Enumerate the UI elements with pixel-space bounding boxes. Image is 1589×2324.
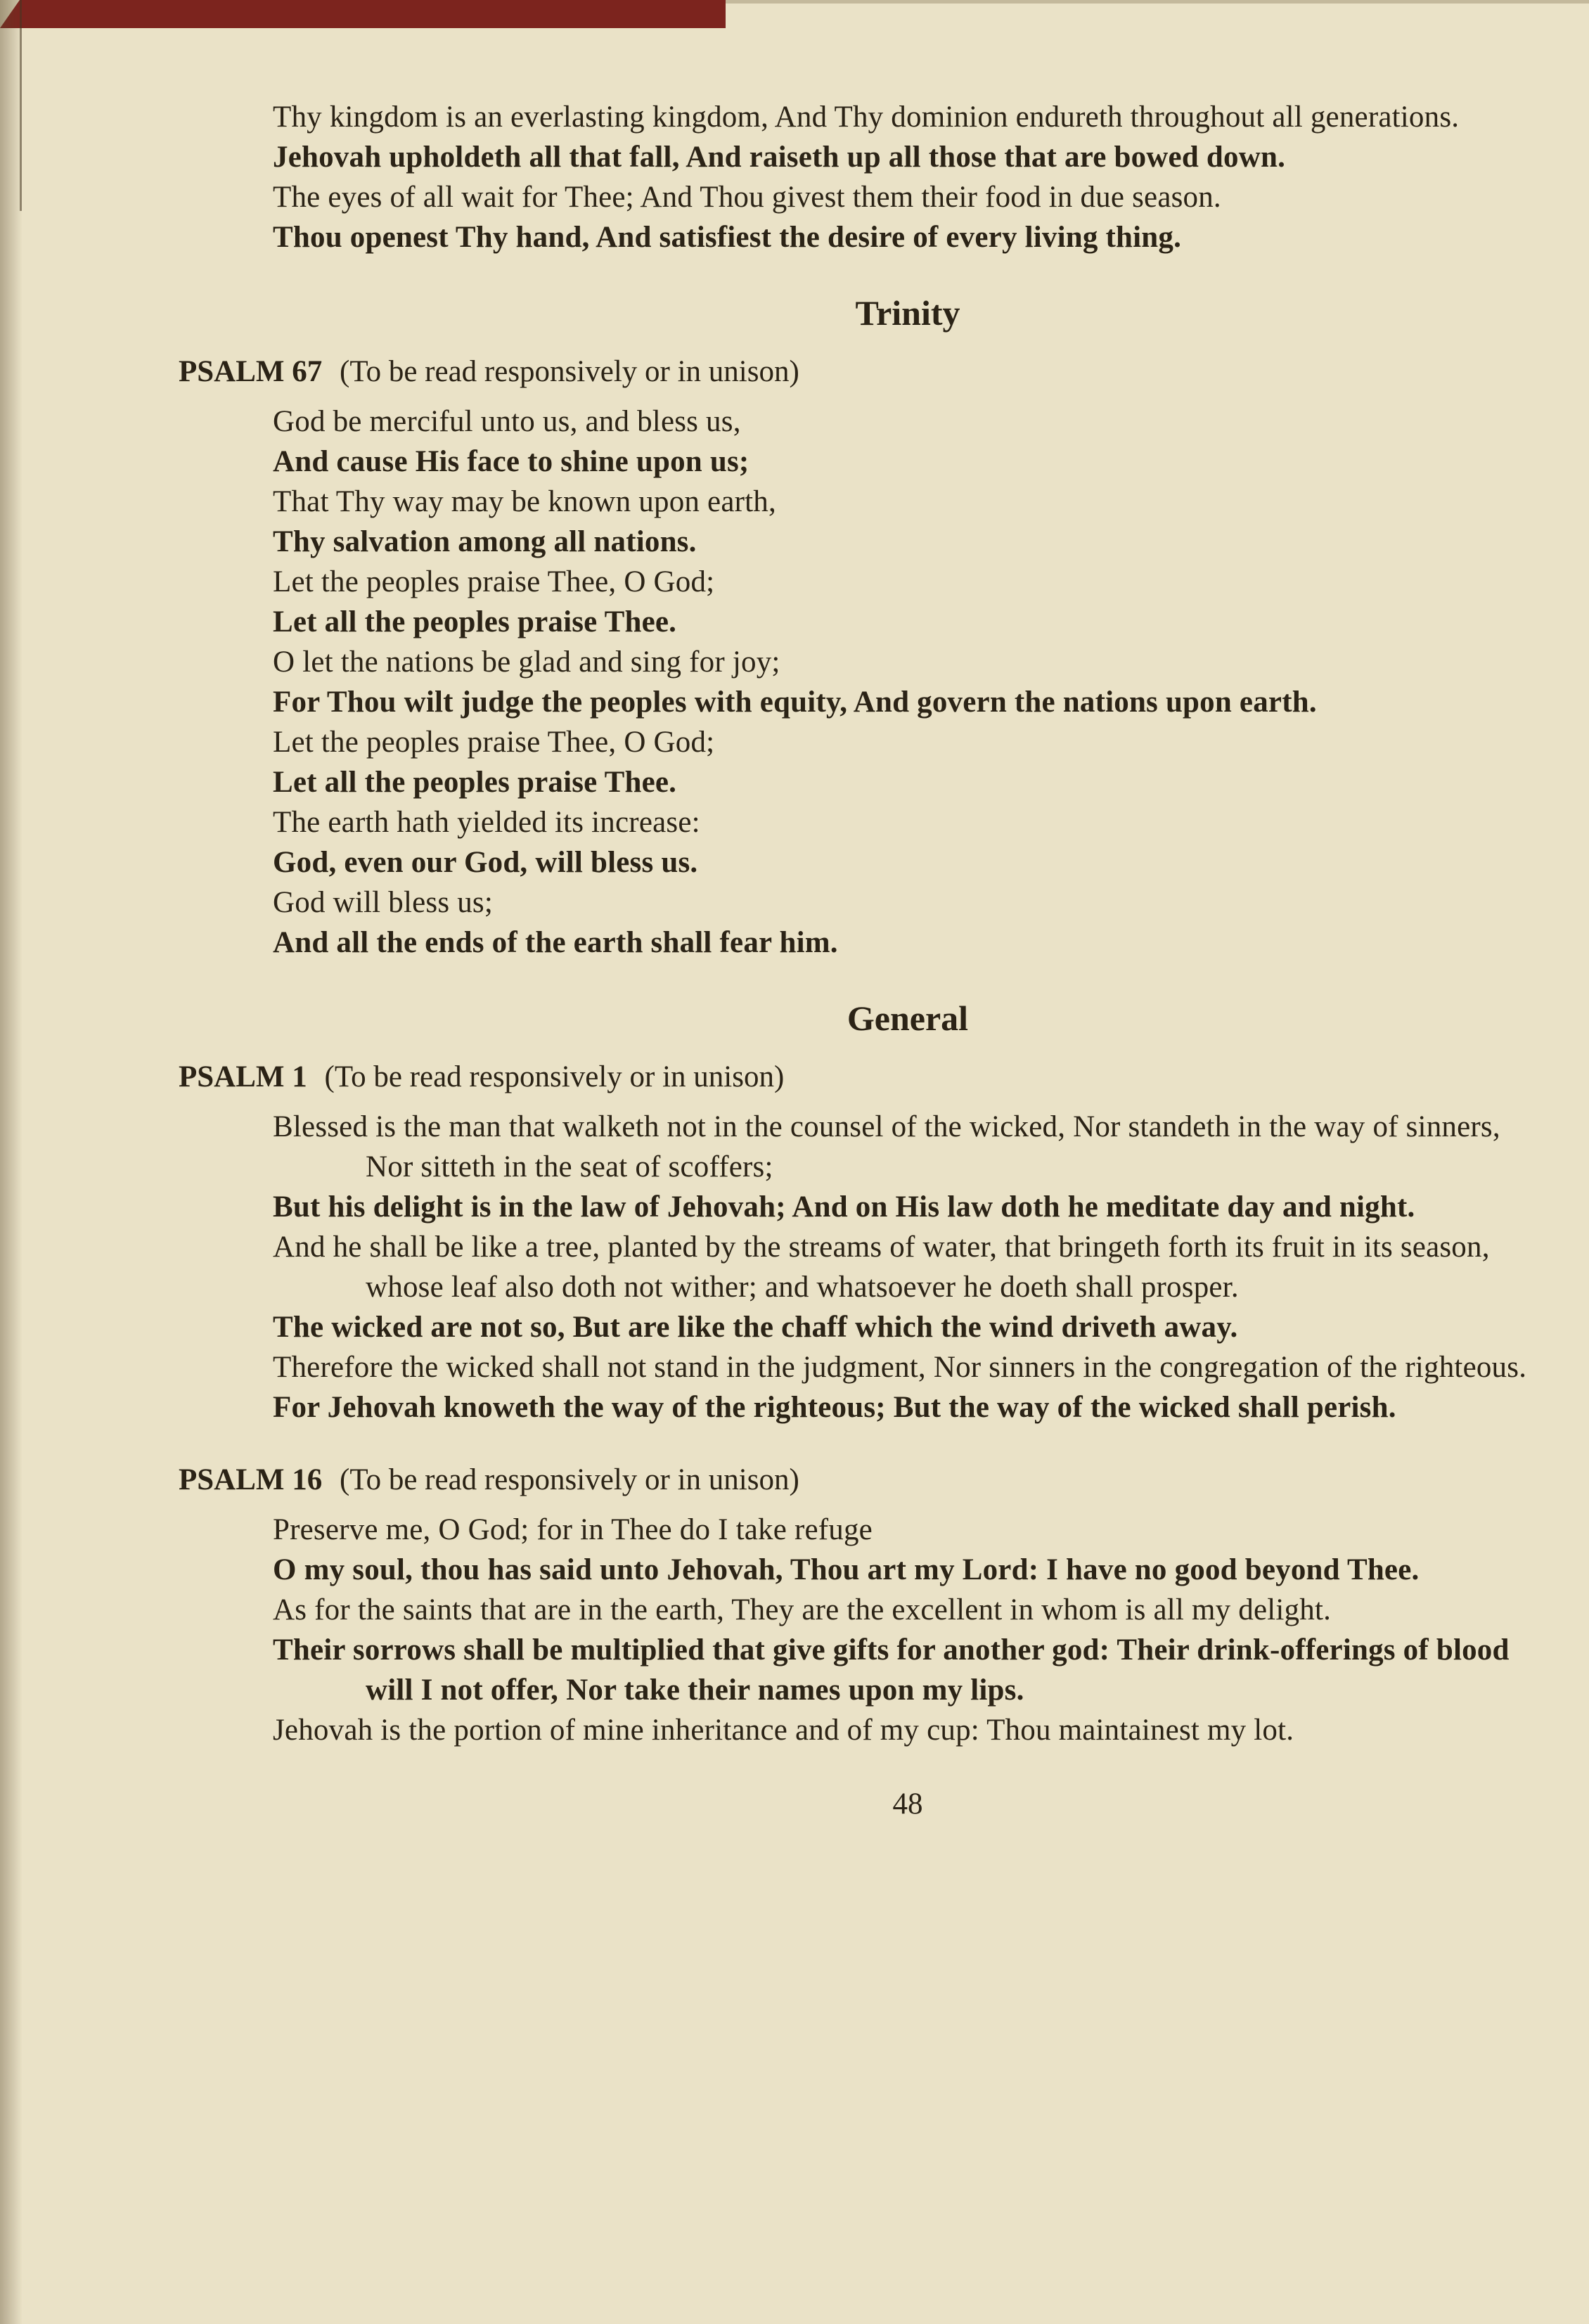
psalm-16-block xyxy=(179,1460,1543,1750)
leader-verse-line: Thy kingdom is an everlasting kingdom, And Thy dominion endureth throughout all generations. xyxy=(273,101,1460,134)
psalm-1-block xyxy=(179,1057,1543,1427)
psalm-67-header xyxy=(179,352,1543,392)
section-heading-trinity: Trinity xyxy=(855,293,960,333)
leader-verse-line: And he shall be like a tree, planted by the streams of water, that bringeth forth its fruit in its season, whose leaf also doth not wither; and whatsoever he doeth shall prosper. xyxy=(273,1231,1490,1304)
psalm-16-header xyxy=(179,1460,1543,1500)
response-verse-line: Let all the peoples praise Thee. xyxy=(273,605,677,638)
psalm-number-label: PSALM 16 xyxy=(179,1463,323,1496)
psalm-1-header xyxy=(179,1057,1543,1097)
response-verse-line: And all the ends of the earth shall fear him. xyxy=(273,926,838,959)
psalm-instruction: (To be read responsively or in unison) xyxy=(340,1463,799,1496)
binding-strip xyxy=(0,0,726,28)
psalm-instruction: (To be read responsively or in unison) xyxy=(324,1060,785,1093)
psalm-67-block xyxy=(179,352,1543,963)
psalm-16-verses xyxy=(273,1510,1543,1750)
leader-verse-line: O let the nations be glad and sing for joy; xyxy=(273,646,780,679)
page-edge-shadow xyxy=(0,0,22,2324)
preceding-psalm-conclusion xyxy=(273,97,1543,257)
psalm-instruction: (To be read responsively or in unison) xyxy=(340,355,799,388)
psalm-1-verses xyxy=(273,1107,1543,1427)
page-number: 48 xyxy=(892,1787,923,1821)
section-heading-general: General xyxy=(847,999,969,1038)
response-verse-line: Jehovah upholdeth all that fall, And raiseth up all those that are bowed down. xyxy=(273,141,1286,174)
response-verse-line: O my soul, thou has said unto Jehovah, Thou art my Lord: I have no good beyond Thee. xyxy=(273,1553,1420,1586)
psalm-number-label: PSALM 1 xyxy=(179,1060,307,1093)
leader-verse-line: Jehovah is the portion of mine inheritance and of my cup: Thou maintainest my lot. xyxy=(273,1714,1294,1747)
leader-verse-line: The earth hath yielded its increase: xyxy=(273,806,700,839)
response-verse-line: Let all the peoples praise Thee. xyxy=(273,766,677,799)
leader-verse-line: Therefore the wicked shall not stand in the judgment, Nor sinners in the congregation of the righteous. xyxy=(273,1351,1527,1384)
response-verse-line: And cause His face to shine upon us; xyxy=(273,445,750,478)
leader-verse-line: Let the peoples praise Thee, O God; xyxy=(273,726,715,759)
leader-verse-line: That Thy way may be known upon earth, xyxy=(273,485,776,518)
leader-verse-line: God will bless us; xyxy=(273,886,493,919)
page-content xyxy=(179,97,1543,1824)
response-verse-line: God, even our God, will bless us. xyxy=(273,846,698,879)
leader-verse-line: As for the saints that are in the earth, They are the excellent in whom is all my delight. xyxy=(273,1593,1332,1626)
section-trinity xyxy=(179,293,1543,963)
response-verse-line: But his delight is in the law of Jehovah; And on His law doth he meditate day and night. xyxy=(273,1190,1415,1224)
leader-verse-line: Let the peoples praise Thee, O God; xyxy=(273,565,715,598)
response-verse-line: Their sorrows shall be multiplied that give gifts for another god: Their drink-offerings of blood will I not offer, Nor take their names upon my lips. xyxy=(273,1633,1510,1707)
response-verse-line: Thy salvation among all nations. xyxy=(273,525,697,558)
leader-verse-line: Preserve me, O God; for in Thee do I take refuge xyxy=(273,1513,873,1546)
leader-verse-line: Blessed is the man that walketh not in the counsel of the wicked, Nor standeth in the way of sinners, Nor sitteth in the seat of scoffers; xyxy=(273,1110,1500,1183)
page-edge-line xyxy=(20,0,22,211)
response-verse-line: For Jehovah knoweth the way of the righteous; But the way of the wicked shall perish. xyxy=(273,1391,1396,1424)
psalm-67-verses xyxy=(273,402,1543,963)
leader-verse-line: God be merciful unto us, and bless us, xyxy=(273,405,741,438)
leader-verse-line: The eyes of all wait for Thee; And Thou givest them their food in due season. xyxy=(273,181,1221,214)
response-verse-line: The wicked are not so, But are like the chaff which the wind driveth away. xyxy=(273,1311,1238,1344)
section-general xyxy=(179,998,1543,1750)
psalm-number-label: PSALM 67 xyxy=(179,355,323,388)
response-verse-line: Thou openest Thy hand, And satisfiest the desire of every living thing. xyxy=(273,221,1182,254)
response-verse-line: For Thou wilt judge the peoples with equity, And govern the nations upon earth. xyxy=(273,686,1317,719)
